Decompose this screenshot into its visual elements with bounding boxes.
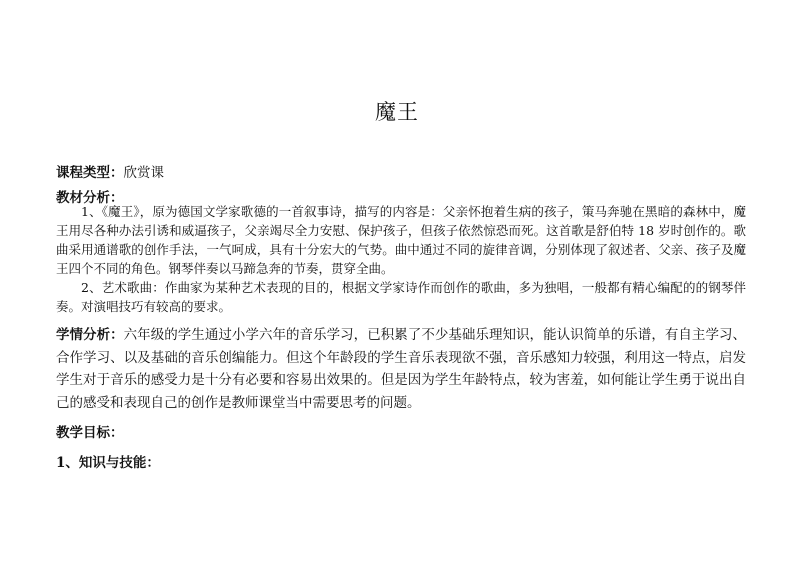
knowledge-skills-heading: 1、知识与技能：	[56, 455, 160, 471]
teaching-goals-heading: 教学目标：	[56, 425, 124, 441]
course-type-line	[56, 161, 164, 181]
material-analysis-body	[56, 202, 746, 316]
material-analysis-paragraph-2: 2、艺术歌曲：作曲家为某种艺术表现的目的，根据文学家诗作而创作的歌曲，多为独唱，一般都有精心编配的的钢琴伴奏。对演唱技巧有较高的要求。	[56, 280, 746, 314]
student-analysis-section	[56, 324, 746, 414]
course-type-label: 课程类型：	[56, 165, 124, 181]
document-title: 魔王	[375, 100, 419, 124]
student-analysis-text: 六年级的学生通过小学六年的音乐学习，已积累了不少基础乐理知识，能认识简单的乐谱，有自主学习、合作学习、以及基础的音乐创编能力。但这个年龄段的学生音乐表现欲不强，音乐感知力较强，利用这一特点，启发学生对于音乐的感受力是十分有必要和容易出效果的。但是因为学生年龄特点，较为害羞，如何能让学生勇于说出自己的感受和表现自己的创作是教师课堂当中需要思考的问题。	[56, 327, 747, 411]
course-type-value: 欣赏课	[123, 165, 164, 181]
material-analysis-paragraph-1: 1、《魔王》，原为德国文学家歌德的一首叙事诗，描写的内容是：父亲怀抱着生病的孩子，策马奔驰在黑暗的森林中，魔王用尽各种办法引诱和威逼孩子，父亲竭尽全力安慰、保护孩子，但孩子依然惊恐而死。这首歌是舒伯特 18 岁时创作的。歌曲采用通谱歌的创作手法，一气呵成，具有十分宏大的气势。曲中通过不同的旋律音调，分别体现了叙述者、父亲、孩子及魔王四个不同的角色。钢琴伴奏以马蹄急奔的节奏，贯穿全曲。	[56, 204, 746, 276]
material-analysis-heading: 教材分析：	[56, 190, 124, 206]
student-analysis-label: 学情分析：	[56, 327, 124, 343]
